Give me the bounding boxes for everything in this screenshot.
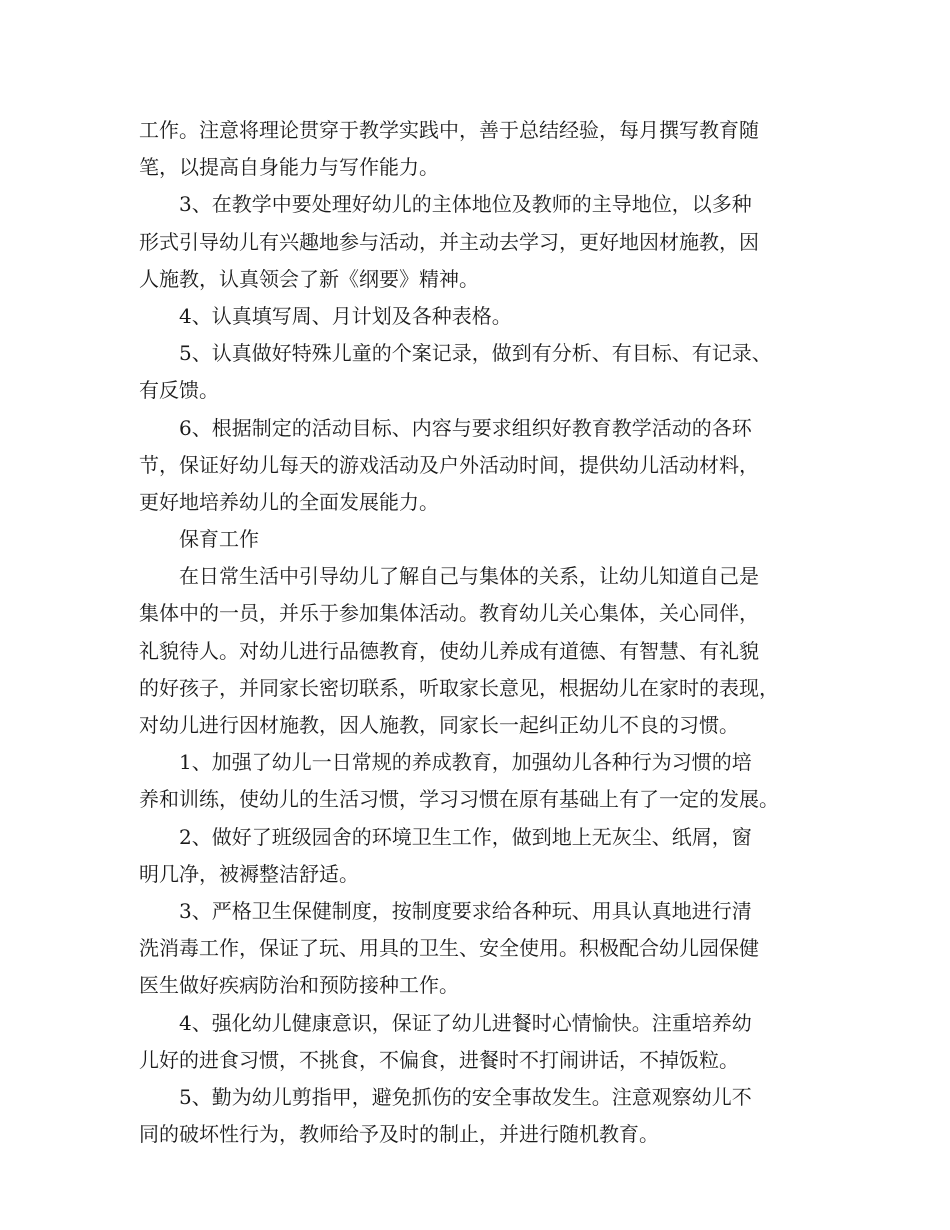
text-line: 3、严格卫生保健制度，按制度要求给各种玩、用具认真地进行清 [179, 898, 752, 923]
text-line: 医生做好疾病防治和预防接种工作。 [139, 973, 459, 998]
document-body [139, 112, 839, 1153]
text-line: 更好地培养幼儿的全面发展能力。 [139, 489, 439, 514]
text-line: 对幼儿进行因材施教，因人施教，同家长一起纠正幼儿不良的习惯。 [139, 713, 739, 737]
text-line: 1、加强了幼儿一日常规的养成教育，加强幼儿各种行为习惯的培 [179, 750, 752, 775]
text-line: 工作。注意将理论贯穿于教学实践中，善于总结经验，每月撰写教育随 [139, 118, 759, 142]
text-line: 2、做好了班级园舍的环境卫生工作，做到地上无灰尘、纸屑，窗 [179, 824, 752, 849]
text-line: 礼貌待人。对幼儿进行品德教育，使幼儿养成有道德、有智慧、有礼貌 [139, 638, 759, 663]
text-line: 儿好的进食习惯，不挑食，不偏食，进餐时不打闹讲话，不掉饭粒。 [139, 1047, 739, 1072]
text-line: 3、在教学中要处理好幼儿的主体地位及教师的主导地位，以多种 [179, 192, 752, 217]
text-line: 人施教，认真领会了新《纲要》精神。 [139, 266, 479, 291]
text-line: 5、认真做好特殊儿童的个案记录，做到有分析、有目标、有记录、 [179, 341, 772, 366]
text-line: 的好孩子，并同家长密切联系，听取家长意见，根据幼儿在家时的表现， [139, 675, 779, 700]
text-line: 洗消毒工作，保证了玩、用具的卫生、安全使用。积极配合幼儿园保健 [139, 936, 759, 961]
text-line: 6、根据制定的活动目标、内容与要求组织好教育教学活动的各环 [179, 415, 752, 440]
text-line: 保育工作 [179, 527, 259, 552]
text-line: 明几净，被褥整洁舒适。 [139, 861, 359, 886]
text-line: 有反馈。 [139, 378, 219, 403]
text-line: 4、认真填写周、月计划及各种表格。 [179, 303, 512, 328]
text-line: 4、强化幼儿健康意识，保证了幼儿进餐时心情愉快。注重培养幼 [179, 1010, 752, 1035]
text-line: 节，保证好幼儿每天的游戏活动及户外活动时间，提供幼儿活动材料， [139, 452, 759, 477]
text-line: 形式引导幼儿有兴趣地参与活动，并主动去学习，更好地因材施教，因 [139, 229, 759, 254]
text-line: 笔，以提高自身能力与写作能力。 [139, 155, 439, 180]
text-line: 在日常生活中引导幼儿了解自己与集体的关系，让幼儿知道自己是 [179, 564, 759, 589]
text-line: 养和训练，使幼儿的生活习惯，学习习惯在原有基础上有了一定的发展。 [139, 787, 779, 812]
text-line: 同的破坏性行为，教师给予及时的制止，并进行随机教育。 [139, 1122, 659, 1147]
text-line: 5、勤为幼儿剪指甲，避免抓伤的安全事故发生。注意观察幼儿不 [179, 1084, 752, 1109]
text-line: 集体中的一员，并乐于参加集体活动。教育幼儿关心集体，关心同伴， [139, 601, 759, 626]
